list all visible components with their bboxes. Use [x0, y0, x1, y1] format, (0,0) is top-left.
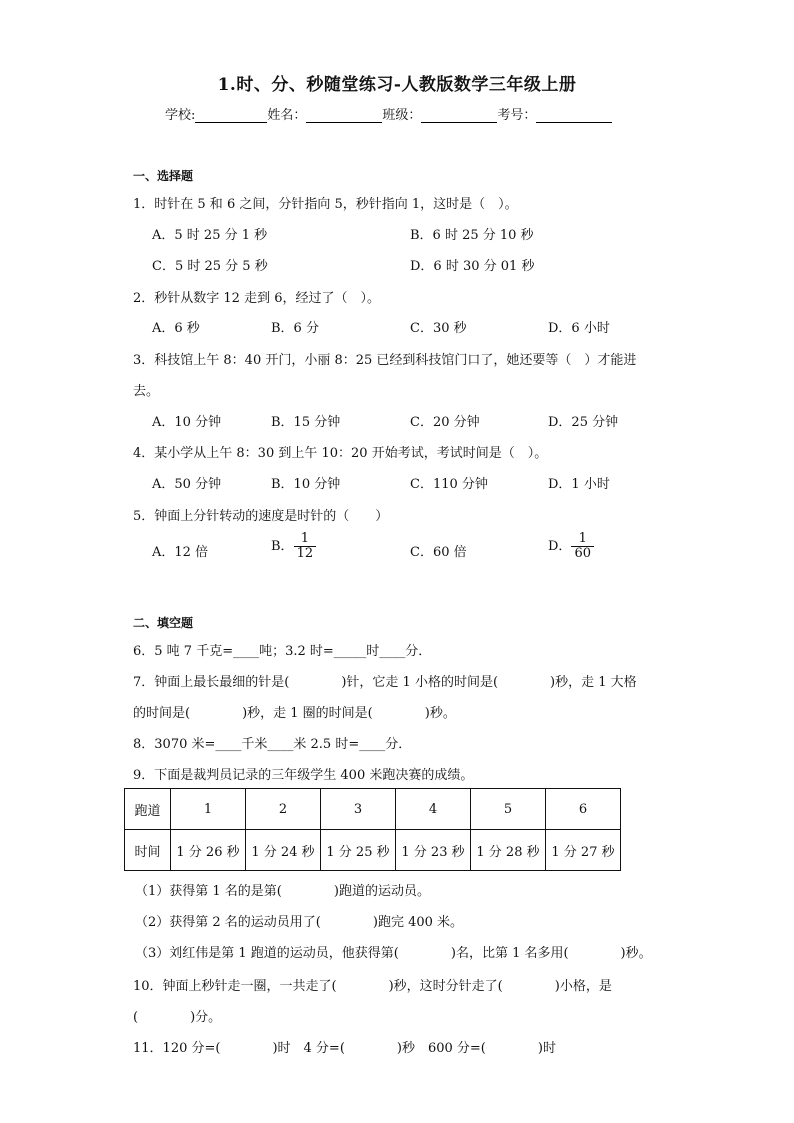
- lane-cell: 3: [321, 789, 396, 830]
- q4-option-a[interactable]: A．50 分钟: [152, 477, 222, 492]
- lane-cell: 1: [171, 789, 246, 830]
- question-3-line-2: 去。: [133, 384, 160, 399]
- fraction-denominator: 60: [574, 546, 591, 561]
- lane-cell: 6: [546, 789, 621, 830]
- table-row-label: 时间: [125, 830, 171, 871]
- q1-option-b[interactable]: B．6 时 25 分 10 秒: [410, 228, 534, 243]
- time-cell: 1 分 27 秒: [546, 830, 621, 871]
- question-7-line-1: 7．钟面上最长最细的针是( )针，它走 1 小格的时间是( )秒，走 1 大格: [133, 675, 637, 690]
- q2-option-c[interactable]: C．30 秒: [410, 321, 467, 336]
- q5-option-a[interactable]: A．12 倍: [152, 545, 209, 560]
- section-choice-heading: 一、选择题: [133, 169, 194, 183]
- question-4: 4．某小学从上午 8：30 到上午 10：20 开始考试，考试时间是（ ）。: [133, 446, 548, 461]
- question-9: 9．下面是裁判员记录的三年级学生 400 米跑决赛的成绩。: [133, 768, 474, 783]
- time-cell: 1 分 23 秒: [396, 830, 471, 871]
- q1-option-d[interactable]: D．6 时 30 分 01 秒: [410, 259, 535, 274]
- q3-option-a[interactable]: A．10 分钟: [152, 415, 222, 430]
- question-5: 5．钟面上分针转动的速度是时针的（ ）: [133, 509, 389, 524]
- q4-option-c[interactable]: C．110 分钟: [410, 477, 488, 492]
- question-10-line-2: ( )分。: [133, 1010, 222, 1025]
- race-results-table: [124, 788, 621, 871]
- lane-cell: 5: [471, 789, 546, 830]
- question-11: 11．120 分=( )时 4 分=( )秒 600 分=( )时: [133, 1041, 556, 1056]
- q5-option-d-label: D．: [548, 539, 572, 554]
- q3-option-b[interactable]: B．15 分钟: [271, 415, 341, 430]
- question-6: 6．5 吨 7 千克=____吨；3.2 时=_____时____分．: [133, 644, 432, 659]
- exam-no-blank[interactable]: [536, 108, 612, 123]
- student-info: [165, 104, 612, 123]
- question-9-sub-1: （1）获得第 1 名的是第( )跑道的运动员。: [135, 884, 430, 899]
- q2-option-b[interactable]: B．6 分: [271, 321, 319, 336]
- q3-option-d[interactable]: D．25 分钟: [548, 415, 619, 430]
- lane-cell: 4: [396, 789, 471, 830]
- time-cell: 1 分 24 秒: [246, 830, 321, 871]
- question-9-sub-3: （3）刘红伟是第 1 跑道的运动员，他获得第( )名，比第 1 名多用( )秒。: [135, 946, 652, 961]
- table-row: [125, 830, 621, 871]
- question-10-line-1: 10．钟面上秒针走一圈，一共走了( )秒，这时分针走了( )小格，是: [133, 979, 612, 994]
- question-1: 1．时针在 5 和 6 之间，分针指向 5，秒针指向 1，这时是（ ）。: [133, 197, 518, 212]
- q5-option-b-fraction: [294, 532, 317, 561]
- time-cell: 1 分 26 秒: [171, 830, 246, 871]
- class-blank[interactable]: [421, 108, 497, 123]
- table-header-label: 跑道: [125, 789, 171, 830]
- school-label: 学校:: [165, 108, 196, 123]
- time-cell: 1 分 25 秒: [321, 830, 396, 871]
- fraction-numerator: 1: [571, 532, 594, 547]
- table-row: [125, 789, 621, 830]
- q4-option-b[interactable]: B．10 分钟: [271, 477, 341, 492]
- q4-option-d[interactable]: D．1 小时: [548, 477, 610, 492]
- q5-option-d[interactable]: [548, 532, 594, 561]
- question-2: 2．秒针从数字 12 走到 6，经过了（ ）。: [133, 291, 380, 306]
- question-3-line-1: 3．科技馆上午 8：40 开门，小丽 8：25 已经到科技馆门口了，她还要等（ ）才能进: [133, 353, 637, 368]
- lane-cell: 2: [246, 789, 321, 830]
- page-title: 1.时、分、秒随堂练习-人教版数学三年级上册: [217, 75, 577, 95]
- question-9-sub-2: （2）获得第 2 名的运动员用了( )跑完 400 米。: [135, 915, 464, 930]
- name-label: 姓名：: [267, 108, 307, 123]
- q2-option-a[interactable]: A．6 秒: [152, 321, 200, 336]
- question-8: 8．3070 米=____千米____米 2.5 时=____分．: [133, 737, 412, 752]
- q5-option-c[interactable]: C．60 倍: [410, 545, 467, 560]
- section-fill-heading: 二、填空题: [133, 616, 194, 630]
- q5-option-b-label: B．: [271, 539, 294, 554]
- q2-option-d[interactable]: D．6 小时: [548, 321, 610, 336]
- fraction-numerator: 1: [294, 532, 317, 547]
- q3-option-c[interactable]: C．20 分钟: [410, 415, 480, 430]
- q5-option-d-fraction: [571, 532, 594, 561]
- q1-option-a[interactable]: A．5 时 25 分 1 秒: [152, 228, 268, 243]
- fraction-denominator: 12: [296, 546, 314, 561]
- q5-option-b[interactable]: [271, 532, 316, 561]
- class-label: 班级：: [382, 108, 422, 123]
- school-blank[interactable]: [195, 108, 267, 123]
- name-blank[interactable]: [306, 108, 382, 123]
- question-7-line-2: 的时间是( )秒，走 1 圈的时间是( )秒。: [133, 706, 456, 721]
- q1-option-c[interactable]: C．5 时 25 分 5 秒: [152, 259, 268, 274]
- exam-no-label: 考号：: [497, 108, 537, 123]
- time-cell: 1 分 28 秒: [471, 830, 546, 871]
